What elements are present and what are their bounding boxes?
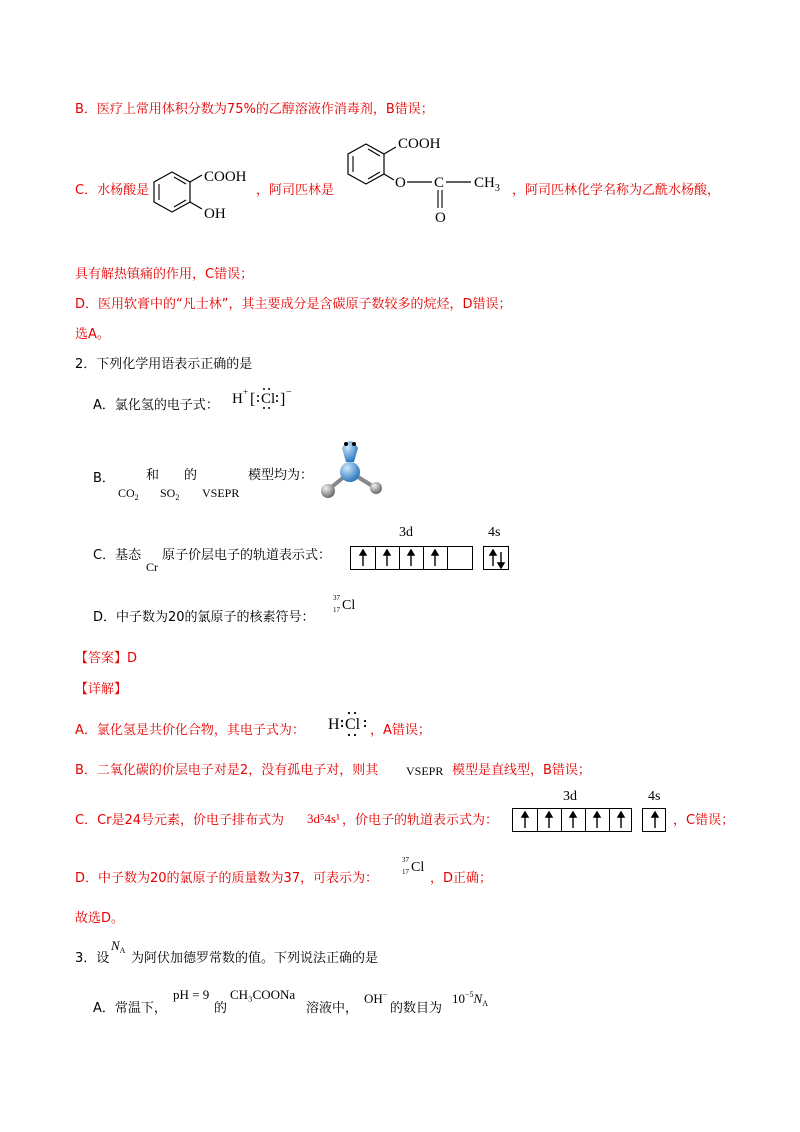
explain-d-2: ，D正确； bbox=[430, 871, 493, 886]
ph-value: pH = 9 bbox=[173, 987, 210, 1002]
explain-c-3: ，C错误； bbox=[673, 813, 735, 828]
co2-formula: $CO_2$ bbox=[118, 486, 139, 502]
question-2-stem: 2．下列化学用语表示正确的是 bbox=[75, 357, 253, 372]
q2-option-b-end: 模型均为： bbox=[248, 468, 314, 483]
orbital-3d-arrows bbox=[351, 547, 474, 571]
carbonyl-oxygen-label: O bbox=[435, 210, 446, 226]
orbital-3d-label: 3d bbox=[399, 525, 413, 540]
explain-d-1: D．中子数为20的氯原子的质量数为37，可表示为： bbox=[75, 871, 379, 886]
nuclide-atomic-number: 17 bbox=[333, 606, 340, 614]
explain-orbital-box-3d bbox=[512, 808, 632, 832]
question-3-stem: 为阿伏加德罗常数的值。下列说法正确的是 bbox=[131, 951, 379, 966]
svg-text:[: [ bbox=[250, 391, 256, 408]
aspirin-cooh-label: COOH bbox=[398, 136, 441, 152]
svg-text:]: ] bbox=[280, 391, 286, 408]
explain-nuclide-mass: 37 bbox=[402, 856, 409, 864]
answer-line-d: D．医用软膏中的“凡士林”，其主要成分是含碳原子数较多的烷烃，D错误； bbox=[75, 297, 512, 312]
aspirin-structure bbox=[340, 132, 520, 228]
nuclide-element: Cl bbox=[342, 598, 356, 613]
q2-option-c-label: C．基态 bbox=[93, 548, 142, 563]
hydroxide-ion: OH− bbox=[364, 990, 388, 1006]
hcl-cl-symbol: Cl bbox=[261, 391, 276, 407]
answer-line-c-suffix: ，阿司匹林化学名称为乙酰水杨酸， bbox=[512, 183, 721, 198]
q3-option-a-mid: 溶液中， bbox=[306, 1001, 359, 1016]
answer-choose-a: 选A。 bbox=[75, 327, 110, 342]
so2-formula: $SO_2$ bbox=[160, 486, 180, 502]
explain-orbital-4s-label: 4s bbox=[648, 789, 661, 804]
explain-nuclide-z: 17 bbox=[402, 868, 409, 876]
answer-choose-d: 故选D。 bbox=[75, 911, 125, 926]
sodium-acetate-formula: CH₃COONa bbox=[230, 987, 296, 1002]
explain-orbital-3d-label: 3d bbox=[563, 789, 577, 804]
answer-tag: 【答案】D bbox=[75, 651, 138, 666]
q2-option-d: D．中子数为20的氯原子的核素符号： bbox=[93, 610, 315, 625]
cr-electron-config: 3d⁵4s¹ bbox=[307, 811, 340, 826]
explain-orbital-3d-arrows bbox=[513, 809, 633, 833]
orbital-box-4s bbox=[483, 546, 509, 570]
q2-option-b-label: B． bbox=[93, 471, 115, 486]
answer-line-c-mid: ，阿司匹林是 bbox=[256, 183, 335, 198]
answer-line-c-prefix: C．水杨酸是 bbox=[75, 183, 150, 198]
explain-c-2: ，价电子的轨道表示式为： bbox=[342, 813, 499, 828]
answer-line-c-cont: 具有解热镇痛的作用，C错误； bbox=[75, 267, 254, 282]
q2-option-c-text: 原子价层电子的轨道表示式： bbox=[162, 548, 332, 563]
ester-oxygen-label: O bbox=[395, 175, 406, 191]
orbital-box-3d bbox=[350, 546, 473, 570]
carbonyl-carbon-label: C bbox=[434, 175, 445, 191]
avogadro-symbol: $N_A$ bbox=[111, 938, 126, 955]
vsepr-label: VSEPR bbox=[202, 486, 240, 500]
explain-vsepr-label: VSEPR bbox=[406, 764, 444, 778]
question-3-prefix: 3．设 bbox=[75, 951, 110, 966]
answer-line-b: B．医疗上常用体积分数为75%的乙醇溶液作消毒剂，B错误； bbox=[75, 102, 434, 117]
orbital-4s-label: 4s bbox=[488, 525, 501, 540]
methyl-label: $CH_3$ bbox=[474, 175, 500, 194]
explain-a-2: ，A错误； bbox=[370, 723, 431, 738]
explain-nuclide-element: Cl bbox=[411, 860, 425, 875]
explain-b-1: B．二氧化碳的价层电子对是2，没有孤电子对，则其 bbox=[75, 763, 379, 778]
cr-symbol: Cr bbox=[146, 560, 158, 574]
detail-tag: 【详解】 bbox=[75, 682, 128, 697]
svg-text:+: + bbox=[243, 387, 249, 397]
explain-c-1: C．Cr是24号元素，价电子排布式为 bbox=[75, 813, 285, 828]
svg-text:−: − bbox=[286, 387, 292, 398]
hcl-ionic-electron-formula bbox=[232, 384, 292, 414]
q2-option-b-of: 的 bbox=[184, 468, 198, 483]
cooh-label: COOH bbox=[204, 169, 247, 185]
q3-option-a-prefix: A．常温下， bbox=[93, 1001, 167, 1016]
oh-label: OH bbox=[204, 206, 226, 222]
nuclide-mass-number: 37 bbox=[333, 594, 340, 602]
q3-option-a-end: 的数目为 bbox=[390, 1001, 443, 1016]
explain-b-2: 模型是直线型，B错误； bbox=[452, 763, 591, 778]
vsepr-ball-model bbox=[320, 432, 388, 502]
svg-text:H: H bbox=[232, 391, 243, 407]
svg-text:H: H bbox=[328, 716, 340, 733]
hcl-covalent-electron-formula bbox=[328, 708, 376, 740]
q3-option-a-of: 的 bbox=[214, 1001, 228, 1016]
hcl-covalent-cl-symbol: Cl bbox=[345, 716, 361, 733]
explain-orbital-box-4s bbox=[642, 808, 666, 832]
orbital-4s-arrows bbox=[484, 547, 510, 571]
explain-orbital-4s-arrows bbox=[643, 809, 667, 833]
hydroxide-count: $10^{-5}N_A$ bbox=[452, 990, 488, 1008]
salicylic-acid-structure bbox=[148, 162, 268, 228]
explain-a-1: A．氯化氢是共价化合物，其电子式为： bbox=[75, 723, 305, 738]
q2-option-b-and: 和 bbox=[146, 468, 160, 483]
q2-option-a: A．氯化氢的电子式： bbox=[93, 398, 219, 413]
